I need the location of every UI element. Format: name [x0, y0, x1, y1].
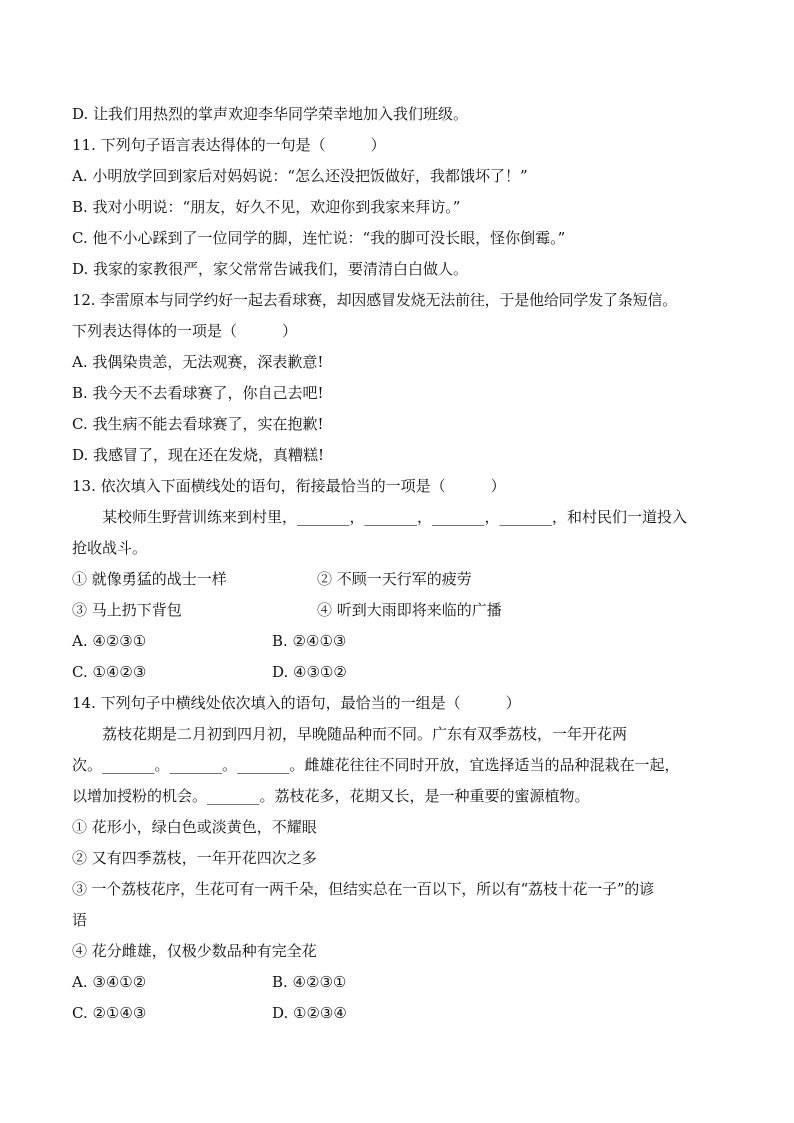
q11-option-d: D. 我家的家教很严，家父常常告诫我们，要清清白白做人。 — [72, 260, 469, 278]
question-14 — [72, 688, 742, 1029]
q13-item-4: ④ 听到大雨即将来临的广播 — [317, 601, 502, 619]
question-12 — [72, 285, 742, 471]
q12-option-d: D. 我感冒了，现在还在发烧，真糟糕! — [72, 446, 325, 464]
q14-passage-line2: 次。_______。_______。_______。雌雄花往往不同时开放，宜选择适当的品种混栽在一起， — [72, 756, 680, 774]
q14-options-row2 — [72, 998, 742, 1029]
q13-item-2: ② 不顾一天行军的疲劳 — [317, 570, 472, 588]
q11-option-a: A. 小明放学回到家后对妈妈说：“怎么还没把饭做好，我都饿坏了！” — [72, 167, 528, 185]
question-13 — [72, 471, 742, 688]
q13-option-c: C. ①④②③ — [72, 663, 147, 681]
q13-item-1: ① 就像勇猛的战士一样 — [72, 570, 227, 588]
q12-option-a: A. 我偶染贵恙，无法观赛，深表歉意! — [72, 353, 324, 371]
q12-stem-line1: 12. 李雷原本与同学约好一起去看球赛，却因感冒发烧无法前往，于是他给同学发了条短信。 — [72, 291, 678, 309]
q13-items-row2 — [72, 595, 742, 626]
q14-item-1: ① 花形小，绿白色或淡黄色，不耀眼 — [72, 818, 317, 836]
q14-option-c: C. ②①④③ — [72, 1004, 147, 1022]
q14-item-2: ② 又有四季荔枝，一年开花四次之多 — [72, 849, 317, 867]
q14-option-a: A. ③④①② — [72, 973, 147, 991]
q13-item-3: ③ 马上扔下背包 — [72, 601, 182, 619]
q14-item-3: ③ 一个荔枝花序，生花可有一两千朵，但结实总在一百以下，所以有“荔枝十花一子”的谚 — [72, 880, 654, 898]
exam-page — [72, 99, 742, 1029]
q14-passage-line3: 以增加授粉的机会。_______。荔枝花多，花期又长，是一种重要的蜜源植物。 — [72, 787, 590, 805]
q12-stem-line2: 下列表达得体的一项是（ ） — [72, 322, 298, 340]
q14-option-b: B. ④②③① — [272, 973, 347, 991]
q13-passage-line2: 抢收战斗。 — [72, 539, 148, 557]
q12-option-c: C. 我生病不能去看球赛了，实在抱歉! — [72, 415, 324, 433]
q13-passage-line1: 某校师生野营训练来到村里，_______，_______，_______，_______，和村民们一道投入 — [102, 508, 688, 526]
q11-option-b: B. 我对小明说：“朋友，好久不见，欢迎你到我家来拜访。” — [72, 198, 461, 216]
q14-stem: 14. 下列句子中横线处依次填入的语句，最恰当的一组是（ ） — [72, 694, 521, 712]
q10-option-d: D. 让我们用热烈的掌声欢迎李华同学荣幸地加入我们班级。 — [72, 105, 469, 123]
q14-option-d: D. ①②③④ — [272, 1004, 347, 1022]
q14-passage-line1: 荔枝花期是二月初到四月初，早晚随品种而不同。广东有双季荔枝，一年开花两 — [102, 725, 628, 743]
q13-option-b: B. ②④①③ — [272, 632, 347, 650]
q13-options-row1 — [72, 626, 742, 657]
q14-item-4: ④ 花分雌雄，仅极少数品种有完全花 — [72, 942, 317, 960]
q14-item-3-cont: 语 — [72, 911, 88, 929]
q14-options-row1 — [72, 967, 742, 998]
q13-options-row2 — [72, 657, 742, 688]
question-11 — [72, 130, 742, 285]
q13-items-row1 — [72, 564, 742, 595]
q13-option-d: D. ④③①② — [272, 663, 347, 681]
q11-option-c: C. 他不小心踩到了一位同学的脚，连忙说：“我的脚可没长眼，怪你倒霉。” — [72, 229, 566, 247]
q13-option-a: A. ④②③① — [72, 632, 147, 650]
q12-option-b: B. 我今天不去看球赛了，你自己去吧! — [72, 384, 324, 402]
q13-stem: 13. 依次填入下面横线处的语句，衔接最恰当的一项是（ ） — [72, 477, 506, 495]
q11-stem: 11. 下列句子语言表达得体的一句是（ ） — [72, 136, 386, 154]
